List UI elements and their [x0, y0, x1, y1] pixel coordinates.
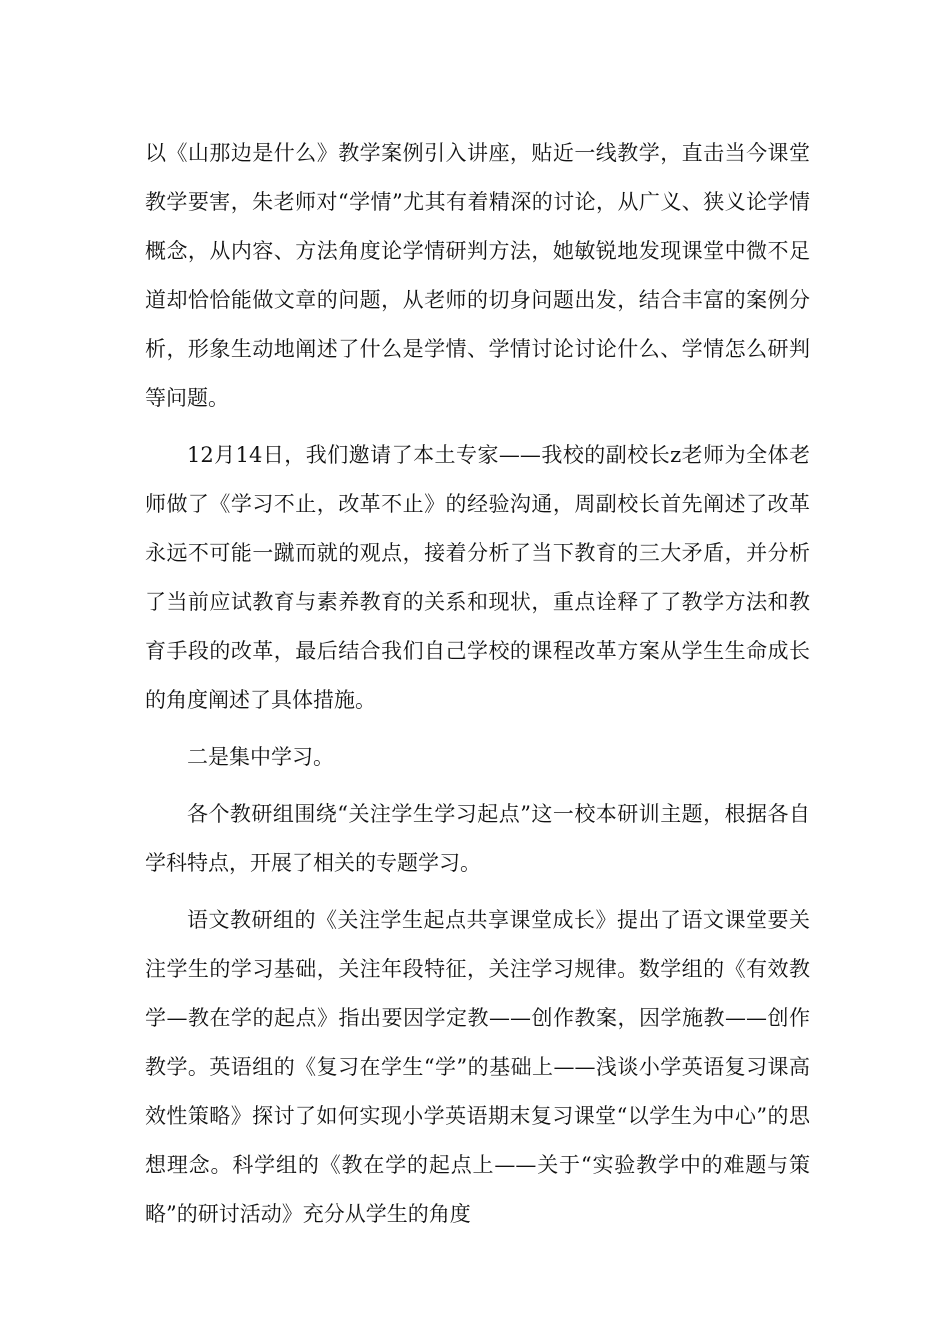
- paragraph-5: 语文教研组的《关注学生起点共享课堂成长》提出了语文课堂要关注学生的学习基础，关注年段特征，关注学习规律。数学组的《有效教学—教在学的起点》指出要因学定教——创作教案，因学施教——创作教学。英语组的《复习在学生“学”的基础上——浅谈小学英语复习课高效性策略》探讨了如何实现小学英语期末复习课堂“以学生为中心”的思想理念。科学组的《教在学的起点上——关于“实验教学中的难题与策略”的研讨活动》充分从学生的角度: [145, 908, 810, 1226]
- paragraph-1: 以《山那边是什么》教学案例引入讲座，贴近一线教学，直击当今课堂教学要害，朱老师对“学情”尤其有着精深的讨论，从广义、狭义论学情概念，从内容、方法角度论学情研判方法，她敏锐地发现课堂中微不足道却恰恰能做文章的问题，从老师的切身问题出发，结合丰富的案例分析，形象生动地阐述了什么是学情、学情讨论讨论什么、学情怎么研判等问题。: [145, 141, 810, 410]
- paragraph-4: 各个教研组围绕“关注学生学习起点”这一校本研训主题，根据各自学科特点，开展了相关的专题学习。: [145, 802, 810, 875]
- paragraph-2: 12月14日，我们邀请了本土专家——我校的副校长z老师为全体老师做了《学习不止，改革不止》的经验沟通，周副校长首先阐述了改革永远不可能一蹴而就的观点，接着分析了当下教育的三大矛盾，并分析了当前应试教育与素养教育的关系和现状，重点诠释了了教学方法和教育手段的改革，最后结合我们自己学校的课程改革方案从学生生命成长的角度阐述了具体措施。: [145, 443, 810, 712]
- document-body: [145, 129, 810, 1247]
- paragraph-3: 二是集中学习。: [187, 745, 334, 769]
